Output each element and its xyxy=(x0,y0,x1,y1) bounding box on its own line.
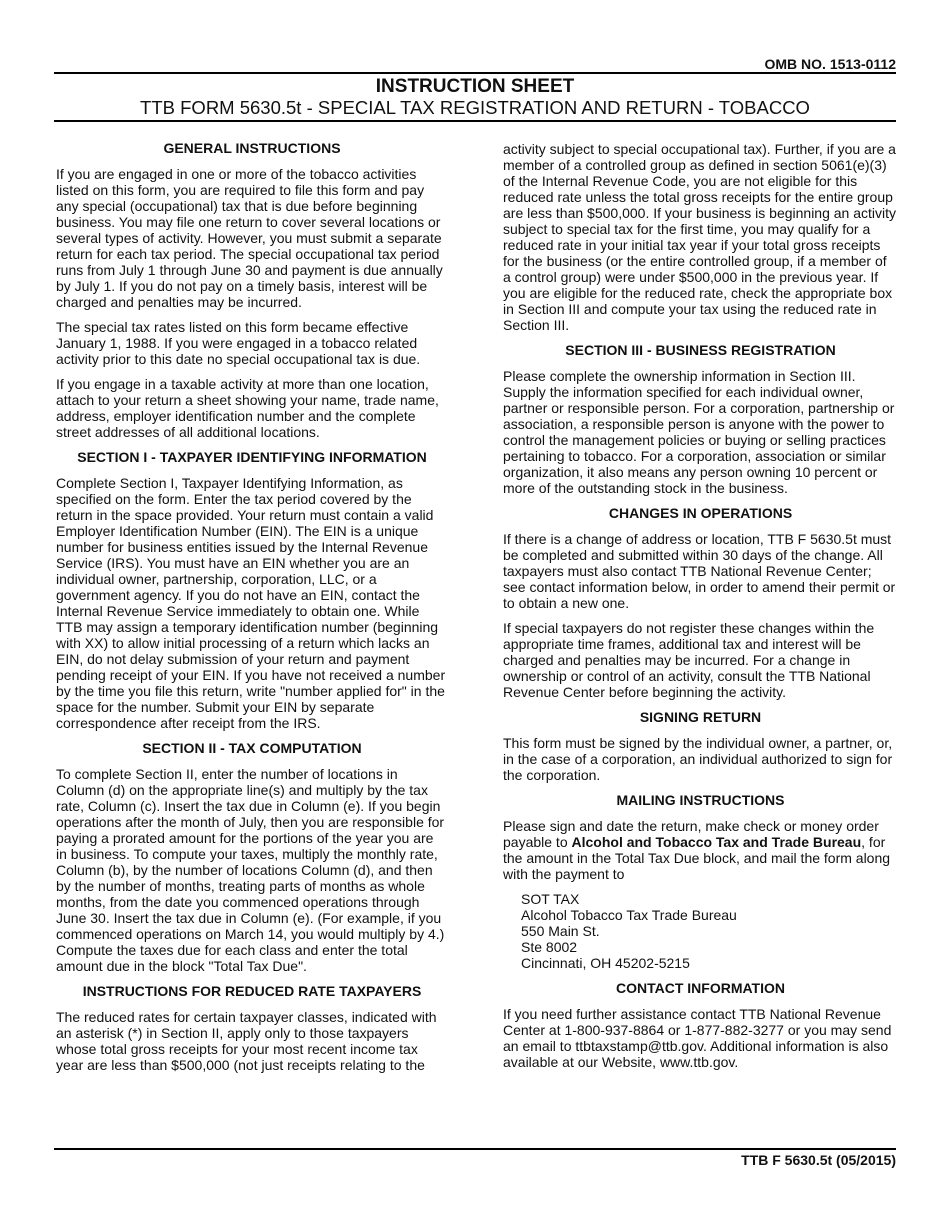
reduced-rate-continued: activity subject to special occupational tax). Further, if you are a member of a controlled group as defined in section 5061(e)(3) of the Internal Revenue Code, you are not eligible for this reduced rate unless the total gross receipts for the entire group are less than $500,000. If your business is beginning an activity subject to special tax for the first time, you may qualify for a reduced rate in your initial tax year if your total gross receipts for the business (or the entire controlled group, if a member of a control group) were under $500,000 in the previous year. If you are eligible for the reduced rate, check the appropriate box in Section III and compute your tax using the reduced rate in Section III. xyxy=(503,141,897,333)
section-2-heading: SECTION II - TAX COMPUTATION xyxy=(142,740,362,756)
address-line: Alcohol Tobacco Tax Trade Bureau xyxy=(521,907,737,923)
page-subtitle: TTB FORM 5630.5t - SPECIAL TAX REGISTRATION AND RETURN - TOBACCO xyxy=(140,97,810,118)
section-2-paragraph: To complete Section II, enter the number of locations in Column (d) on the appropriate line(s) and multiply by the tax rate, Column (c). Insert the tax due in Column (e). If you begin operations after the month of July, then you are responsible for paying a prorated amount for the portions of the year you are in business. To compute your taxes, multiply the monthly rate, Column (b), by the number of locations Column (d), and then by the number of months, treating parts of months as whole months, from the date you commenced operations through June 30. Insert the tax due in Column (e). (For example, if you commenced operations on March 14, you would multiply by 4.) Compute the taxes due for each class and enter the total amount due in the block "Total Tax Due". xyxy=(56,766,445,974)
mailing-text-post: , for the amount in the Total Tax Due block, and mail the form along with the payment to xyxy=(503,834,891,882)
general-paragraph-3: If you engage in a taxable activity at more than one location, attach to your return a sheet showing your name, trade name, address, employer identification number and the complete street addresses of all additional locations. xyxy=(56,376,439,440)
address-line: Ste 8002 xyxy=(521,939,578,955)
general-paragraph-2: The special tax rates listed on this form became effective January 1, 1988. If you were engaged in a tobacco related activity prior to this date no special occupational tax is due. xyxy=(56,319,421,367)
reduced-rate-heading: INSTRUCTIONS FOR REDUCED RATE TAXPAYERS xyxy=(82,983,422,999)
right-column xyxy=(503,141,898,1079)
section-3-paragraph: Please complete the ownership information in Section III. Supply the information specified for each individual owner, partner or responsible person. For a corporation, partnership or association, a responsible person is anyone with the power to control the management policies or buying or selling practices pertaining to tobacco. For a corporation, association or similar organization, it also means any person owning 10 percent or more of the outstanding stock in the business. xyxy=(503,368,895,496)
general-paragraph-1: If you are engaged in one or more of the tobacco activities listed on this form, you are required to file this form and pay any special (occupational) tax that is due before beginning business. You may file one return to cover several locations or several types of activity. However, you must submit a separate return for each tax period. The special occupational tax period runs from July 1 through June 30 and payment is due annually by July 1. If you do not pay on a timely basis, interest will be charged and penalties may be incurred. xyxy=(56,166,443,310)
contact-paragraph: If you need further assistance contact TTB National Revenue Center at 1-800-937-8864 or 1-877-882-3277 or you may send an email to ttbtaxstamp@ttb.gov. Additional information is also available at our Website, www.ttb.gov. xyxy=(503,1006,892,1070)
address-line: 550 Main St. xyxy=(521,923,600,939)
section-1-paragraph: Complete Section I, Taxpayer Identifying Information, as specified on the form. Enter the tax period covered by the return in the space provided. Your return must contain a valid Employer Identification Number (EIN). The EIN is a unique number for business entities issued by the Internal Revenue Service (IRS). You must have an EIN whether you are an individual owner, partnership, corporation, LLC, or a government agency. If you do not have an EIN, contact the Internal Revenue Service immediately to obtain one. While TTB may assign a temporary identification number (beginning with XX) to allow initial processing of a return which lacks an EIN, do not delay submission of your return and payment pending receipt of your EIN. If you have not received a number by the time you file this return, write "number applied for" in the space for the number. Submit your EIN by separate correspondence after receipt from the IRS. xyxy=(56,475,446,731)
reduced-rate-paragraph: The reduced rates for certain taxpayer classes, indicated with an asterisk (*) in Section II, apply only to those taxpayers whose total gross receipts for your most recent income tax year are less than $500,000 (not just receipts relating to the xyxy=(56,1009,437,1073)
mailing-heading: MAILING INSTRUCTIONS xyxy=(616,792,785,808)
section-1-heading: SECTION I - TAXPAYER IDENTIFYING INFORMATION xyxy=(77,449,427,465)
mailing-text-pre: Please sign and date the return, make check or money order payable to xyxy=(503,818,879,850)
changes-paragraph-2: If special taxpayers do not register these changes within the appropriate time frames, additional tax and interest will be charged and penalties may be incurred. For a change in ownership or control of an activity, consult the TTB National Revenue Center before beginning the activity. xyxy=(503,620,875,700)
omb-number: OMB NO. 1513-0112 xyxy=(764,56,896,72)
bottom-rule xyxy=(54,1148,896,1150)
top-rule xyxy=(54,72,896,74)
payee-name: Alcohol and Tobacco Tax and Trade Bureau xyxy=(571,834,862,850)
mailing-address xyxy=(521,891,898,971)
changes-heading: CHANGES IN OPERATIONS xyxy=(608,505,793,521)
address-line: SOT TAX xyxy=(521,891,580,907)
title-rule xyxy=(54,120,896,122)
signing-paragraph: This form must be signed by the individual owner, a partner, or, in the case of a corporation, an individual authorized to sign for the corporation. xyxy=(503,735,893,783)
signing-heading: SIGNING RETURN xyxy=(639,709,762,725)
changes-paragraph-1: If there is a change of address or location, TTB F 5630.5t must be completed and submitted within 30 days of the change. All taxpayers must also contact TTB National Revenue Center; see contact information below, in order to amend their permit or to obtain a new one. xyxy=(503,531,896,611)
mailing-paragraph xyxy=(503,818,898,882)
address-line: Cincinnati, OH 45202-5215 xyxy=(521,955,690,971)
general-instructions-heading: GENERAL INSTRUCTIONS xyxy=(163,140,341,156)
form-id-footer: TTB F 5630.5t (05/2015) xyxy=(741,1152,896,1168)
section-3-heading: SECTION III - BUSINESS REGISTRATION xyxy=(565,342,836,358)
left-column xyxy=(56,140,448,1082)
contact-heading: CONTACT INFORMATION xyxy=(615,980,785,996)
page-title: INSTRUCTION SHEET xyxy=(375,76,575,97)
